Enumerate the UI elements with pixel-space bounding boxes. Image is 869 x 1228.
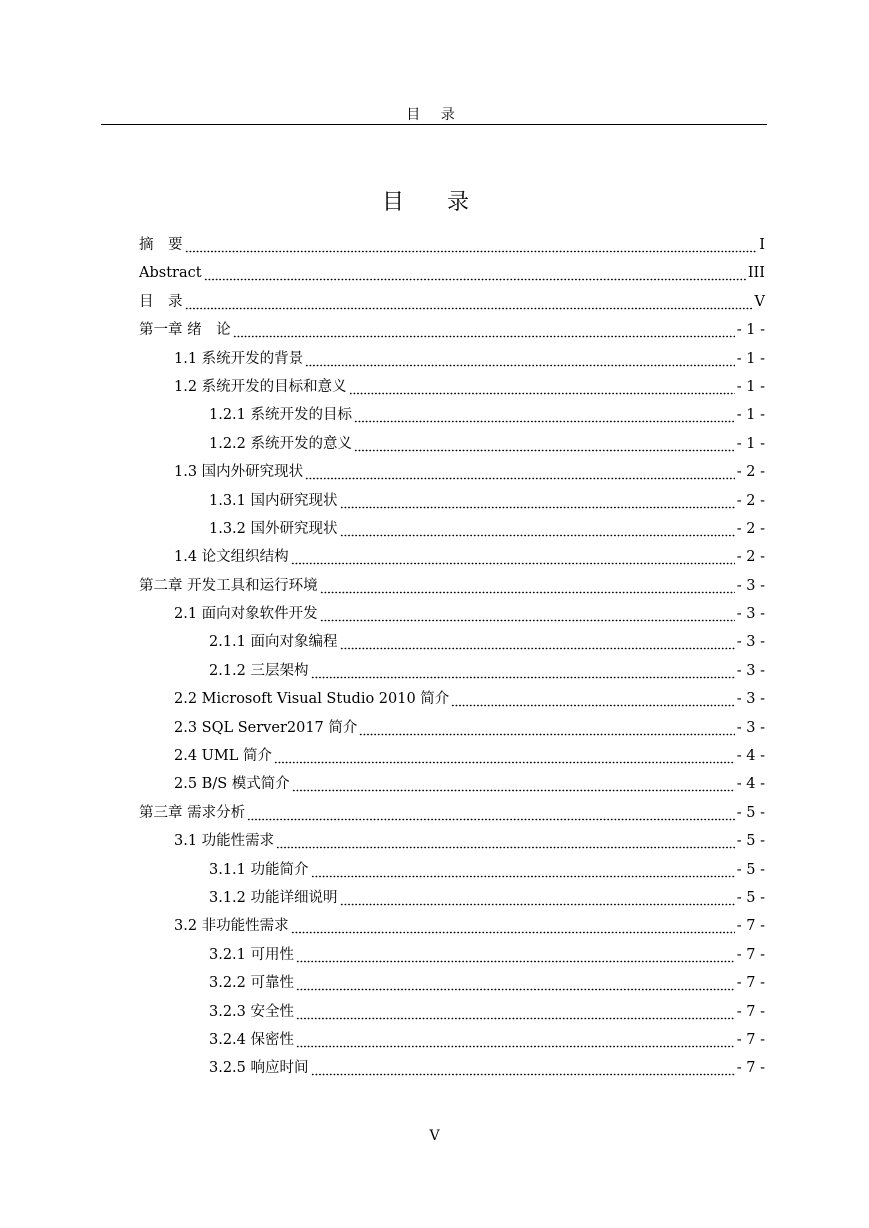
toc-dot-leader [247,799,735,827]
toc-entry[interactable] [139,657,765,685]
toc-entry[interactable] [139,742,765,770]
toc-entry[interactable] [139,827,765,855]
toc-entry-label: 摘 要 [139,236,183,253]
toc-entry-label: 1.3 国内外研究现状 [174,464,304,481]
toc-entry-page: - 4 - [736,748,765,765]
toc-entry[interactable] [139,373,765,401]
toc-entry-label: 3.1.1 功能简介 [209,861,309,878]
toc-entry-label: 1.2.2 系统开发的意义 [209,435,353,452]
toc-dot-leader [340,515,735,543]
toc-dot-leader [296,998,735,1026]
toc-entry-page: - 7 - [736,1003,765,1020]
toc-entry[interactable] [139,487,765,515]
toc-entry-label: 3.1.2 功能详细说明 [209,889,338,906]
toc-entry[interactable] [139,628,765,656]
toc-entry-page: - 3 - [736,691,765,708]
toc-entry-page: - 7 - [736,975,765,992]
running-header: 目 录 [406,107,463,123]
toc-entry[interactable] [139,941,765,969]
toc-entry[interactable] [139,231,765,259]
toc-entry-label: 2.1.1 面向对象编程 [209,634,338,651]
toc-dot-leader [354,430,735,458]
toc-entry-label: 1.3.1 国内研究现状 [209,492,338,509]
page-number: V [429,1128,440,1144]
toc-entry-page: - 2 - [736,549,765,566]
toc-entry-label: 1.2.1 系统开发的目标 [209,407,353,424]
toc-entry-label: 2.1.2 三层架构 [209,662,309,679]
toc-entry[interactable] [139,969,765,997]
page-title: 目 录 [382,190,487,215]
toc-entry[interactable] [139,770,765,798]
toc-dot-leader [274,742,735,770]
toc-entry-page: - 1 - [736,378,765,395]
toc-entry-label: 3.2.1 可用性 [209,946,295,963]
toc-entry-label: 3.2.2 可靠性 [209,975,295,992]
toc-entry-page: - 5 - [736,889,765,906]
toc-entry-page: - 3 - [736,606,765,623]
toc-entry-page: - 5 - [736,833,765,850]
toc-entry-page: - 4 - [736,776,765,793]
toc-dot-leader [311,856,735,884]
toc-entry-page: - 3 - [736,719,765,736]
toc-dot-leader [291,912,735,940]
toc-entry-page: - 2 - [736,492,765,509]
toc-dot-leader [296,1026,735,1054]
toc-entry-label: 第二章 开发工具和运行环境 [139,577,318,594]
toc-dot-leader [185,288,753,316]
toc-dot-leader [320,572,735,600]
toc-entry[interactable] [139,458,765,486]
toc-entry-label: 3.1 功能性需求 [174,833,275,850]
toc-entry[interactable] [139,430,765,458]
toc-entry-page: - 1 - [736,350,765,367]
toc-entry[interactable] [139,259,765,287]
toc-entry[interactable] [139,998,765,1026]
toc-dot-leader [291,543,735,571]
toc-entry-page: - 7 - [736,918,765,935]
toc-entry[interactable] [139,515,765,543]
toc-entry-page: - 7 - [736,1060,765,1077]
toc-entry-page: III [747,265,765,282]
toc-entry-page: - 5 - [736,804,765,821]
toc-entry-page: - 2 - [736,464,765,481]
toc-dot-leader [292,770,735,798]
toc-dot-leader [340,487,735,515]
toc-entry-page: - 3 - [736,662,765,679]
toc-dot-leader [340,628,735,656]
toc-entry-label: 2.3 SQL Server2017 简介 [174,719,358,736]
toc-dot-leader [305,345,735,373]
toc-entry[interactable] [139,1026,765,1054]
toc-entry-page: I [759,236,765,253]
toc-entry[interactable] [139,799,765,827]
toc-entry[interactable] [139,856,765,884]
toc-entry[interactable] [139,912,765,940]
toc-entry-page: - 5 - [736,861,765,878]
toc-entry-page: - 7 - [736,1031,765,1048]
header-rule [101,124,767,125]
toc-entry-label: 3.2 非功能性需求 [174,918,289,935]
toc-entry-label: 目 录 [139,293,183,310]
toc-dot-leader [311,657,735,685]
toc-entry[interactable] [139,345,765,373]
toc-entry[interactable] [139,1054,765,1082]
toc-entry-page: - 1 - [736,435,765,452]
toc-entry-label: 3.2.4 保密性 [209,1031,295,1048]
toc-entry[interactable] [139,714,765,742]
toc-dot-leader [233,316,735,344]
toc-entry[interactable] [139,401,765,429]
table-of-contents [139,231,765,1083]
toc-entry-page: V [754,293,765,310]
toc-dot-leader [320,600,735,628]
toc-entry[interactable] [139,543,765,571]
toc-dot-leader [296,969,735,997]
toc-entry-label: Abstract [139,265,202,282]
toc-entry-label: 1.3.2 国外研究现状 [209,520,338,537]
toc-dot-leader [185,231,758,259]
toc-entry-label: 第一章 绪 论 [139,322,231,339]
toc-entry-label: 1.2 系统开发的目标和意义 [174,378,347,395]
toc-dot-leader [349,373,735,401]
toc-entry[interactable] [139,685,765,713]
toc-entry-label: 2.5 B/S 模式简介 [174,776,290,793]
toc-dot-leader [451,685,734,713]
toc-entry-label: 2.2 Microsoft Visual Studio 2010 简介 [174,691,450,708]
toc-entry[interactable] [139,288,765,316]
toc-entry[interactable] [139,316,765,344]
toc-entry-page: - 3 - [736,577,765,594]
toc-entry-label: 3.2.3 安全性 [209,1003,295,1020]
toc-entry[interactable] [139,600,765,628]
toc-entry-label: 1.4 论文组织结构 [174,549,289,566]
toc-entry-label: 2.4 UML 简介 [174,748,272,765]
toc-entry-page: - 3 - [736,634,765,651]
toc-entry-label: 3.2.5 响应时间 [209,1060,309,1077]
toc-dot-leader [311,1054,735,1082]
toc-dot-leader [354,401,735,429]
toc-entry-page: - 7 - [736,946,765,963]
toc-entry-page: - 1 - [736,322,765,339]
toc-entry-page: - 1 - [736,407,765,424]
toc-dot-leader [276,827,735,855]
toc-entry-label: 第三章 需求分析 [139,804,246,821]
toc-entry-label: 1.1 系统开发的背景 [174,350,304,367]
toc-dot-leader [296,941,735,969]
toc-dot-leader [359,714,734,742]
toc-entry-label: 2.1 面向对象软件开发 [174,606,318,623]
toc-dot-leader [204,259,746,287]
toc-entry[interactable] [139,572,765,600]
toc-dot-leader [305,458,735,486]
toc-entry-page: - 2 - [736,520,765,537]
toc-entry[interactable] [139,884,765,912]
toc-dot-leader [340,884,735,912]
